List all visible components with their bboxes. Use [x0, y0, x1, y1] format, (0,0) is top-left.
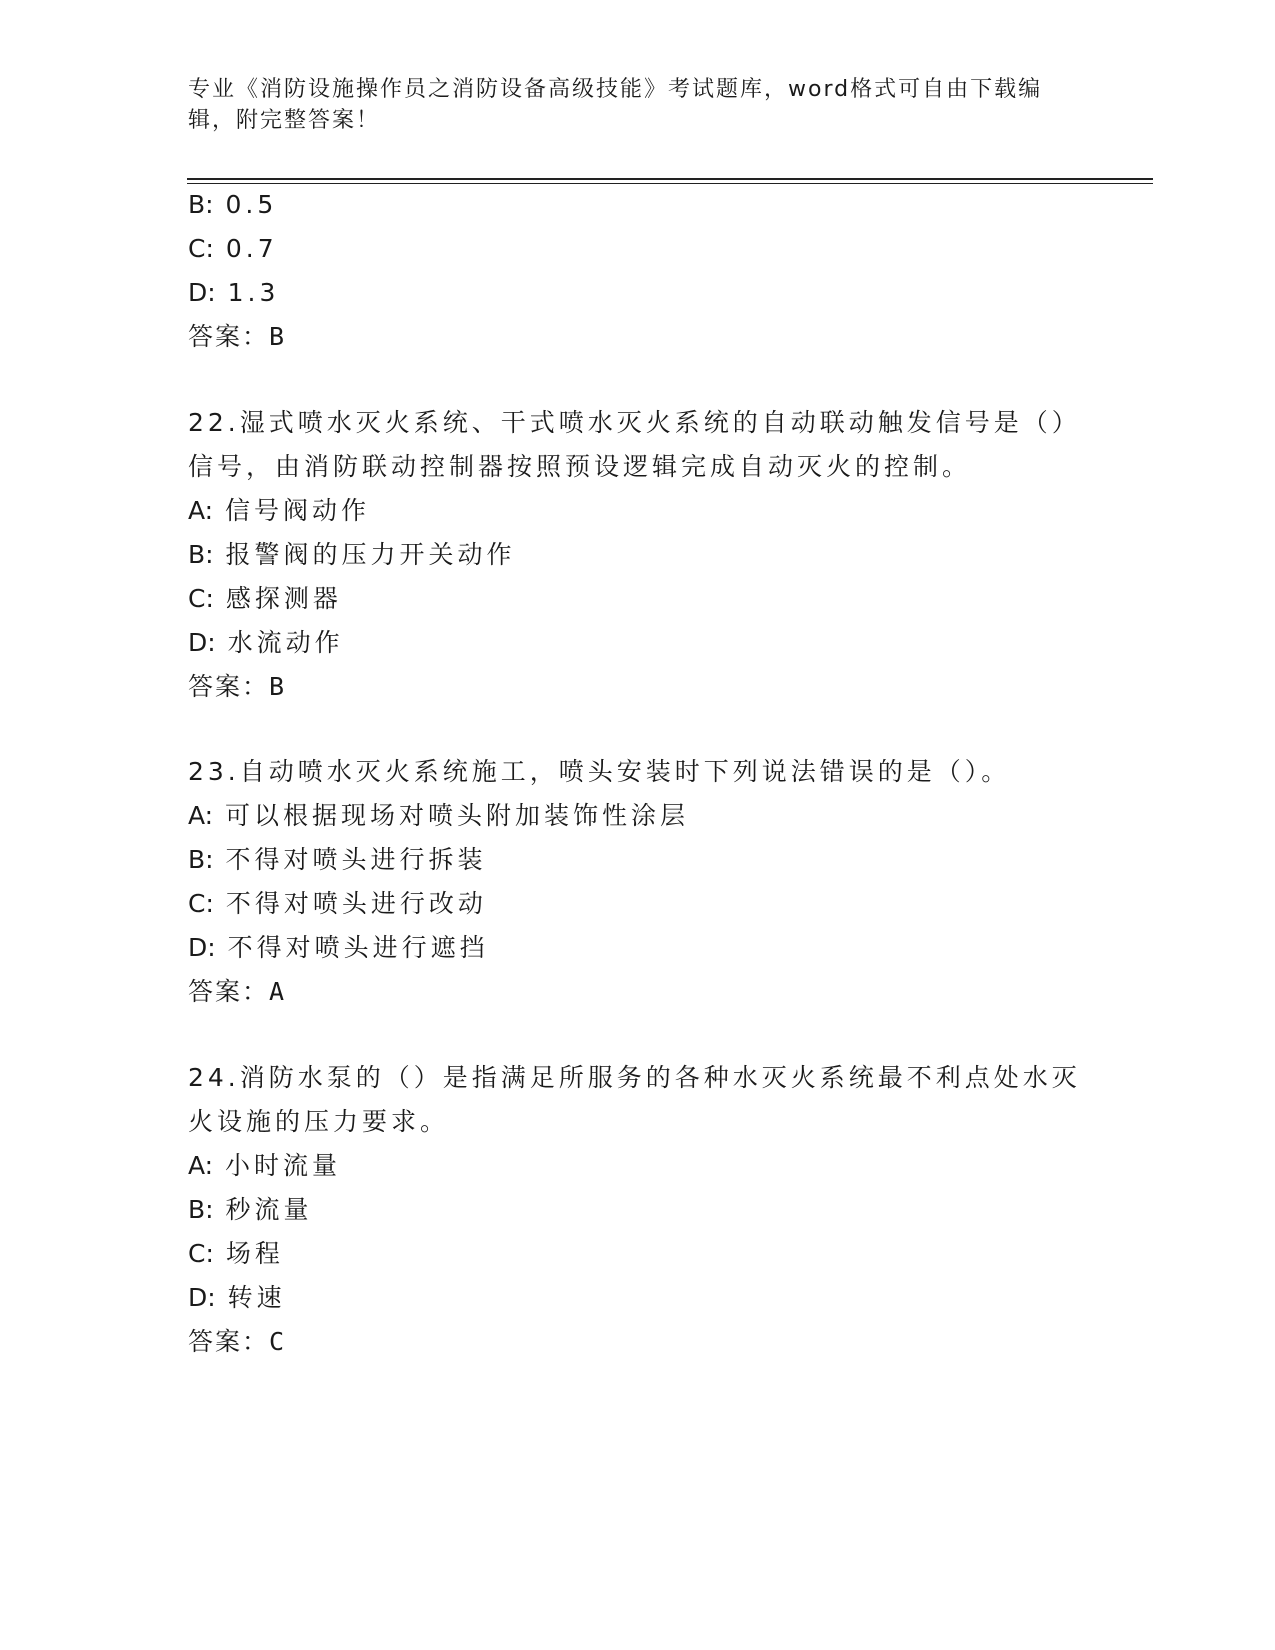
question-stem: 22.湿式喷水灭火系统、干式喷水灭火系统的自动联动触发信号是（） — [188, 408, 1081, 437]
answer-label: 答案： — [188, 672, 270, 701]
option-text: 小时流量 — [225, 1151, 342, 1180]
option-text: 场程 — [225, 1239, 284, 1268]
option-text: 0.7 — [225, 234, 278, 263]
option-row — [188, 1282, 286, 1314]
option-row — [188, 800, 689, 832]
option-row — [188, 1150, 341, 1182]
document-header — [188, 74, 1068, 136]
question-stem: 信号，由消防联动控制器按照预设逻辑完成自动灭火的控制。 — [188, 452, 972, 481]
option-key: B: — [188, 190, 214, 219]
answer-label: 答案： — [188, 322, 270, 351]
answer-value: B — [269, 672, 285, 701]
option-key: C: — [188, 234, 214, 263]
option-row — [188, 583, 342, 615]
answer-value: A — [269, 977, 285, 1006]
option-key: D: — [188, 628, 216, 657]
option-row — [188, 189, 277, 221]
answer-row — [188, 321, 284, 353]
header-line-1: 专业《消防设施操作员之消防设备高级技能》考试题库，word格式可自由下载编 — [188, 77, 1043, 102]
option-text: 秒流量 — [225, 1195, 313, 1224]
option-text: 1.3 — [227, 278, 280, 307]
option-text: 水流动作 — [227, 628, 344, 657]
option-key: B: — [188, 1195, 214, 1224]
option-row — [188, 888, 487, 920]
answer-label: 答案： — [188, 1327, 270, 1356]
option-text: 转速 — [227, 1283, 286, 1312]
option-key: A: — [188, 801, 214, 830]
answer-value: B — [269, 322, 285, 351]
option-text: 不得对喷头进行拆装 — [225, 845, 487, 874]
question-stem: 24.消防水泵的（）是指满足所服务的各种水灭火系统最不利点处水灭 — [188, 1063, 1081, 1092]
option-row — [188, 627, 344, 659]
option-text: 可以根据现场对喷头附加装饰性涂层 — [225, 801, 690, 830]
option-key: C: — [188, 889, 214, 918]
option-row — [188, 495, 370, 527]
header-divider-thick — [187, 178, 1153, 180]
answer-value: C — [269, 1327, 285, 1356]
answer-row — [188, 671, 284, 703]
option-text: 不得对喷头进行改动 — [225, 889, 487, 918]
option-row — [188, 539, 516, 571]
option-key: D: — [188, 1283, 216, 1312]
option-row — [188, 844, 487, 876]
option-key: C: — [188, 584, 214, 613]
option-key: A: — [188, 496, 214, 525]
option-key: B: — [188, 845, 214, 874]
option-row — [188, 932, 489, 964]
header-divider-thin — [187, 183, 1153, 184]
header-line-2: 辑，附完整答案！ — [188, 108, 381, 133]
answer-row — [188, 976, 284, 1008]
option-text: 感探测器 — [225, 584, 342, 613]
option-row — [188, 1194, 313, 1226]
option-row — [188, 233, 278, 265]
question-stem: 火设施的压力要求。 — [188, 1107, 450, 1136]
option-text: 0.5 — [225, 190, 278, 219]
option-key: D: — [188, 278, 216, 307]
option-row — [188, 1238, 284, 1270]
option-key: A: — [188, 1151, 214, 1180]
answer-row — [188, 1326, 284, 1358]
answer-label: 答案： — [188, 977, 270, 1006]
option-text: 信号阀动作 — [225, 496, 371, 525]
option-key: B: — [188, 540, 214, 569]
option-text: 不得对喷头进行遮挡 — [227, 933, 489, 962]
option-row — [188, 277, 279, 309]
option-text: 报警阀的压力开关动作 — [225, 540, 516, 569]
question-stem: 23.自动喷水灭火系统施工，喷头安装时下列说法错误的是（）。 — [188, 757, 1011, 786]
option-key: C: — [188, 1239, 214, 1268]
option-key: D: — [188, 933, 216, 962]
